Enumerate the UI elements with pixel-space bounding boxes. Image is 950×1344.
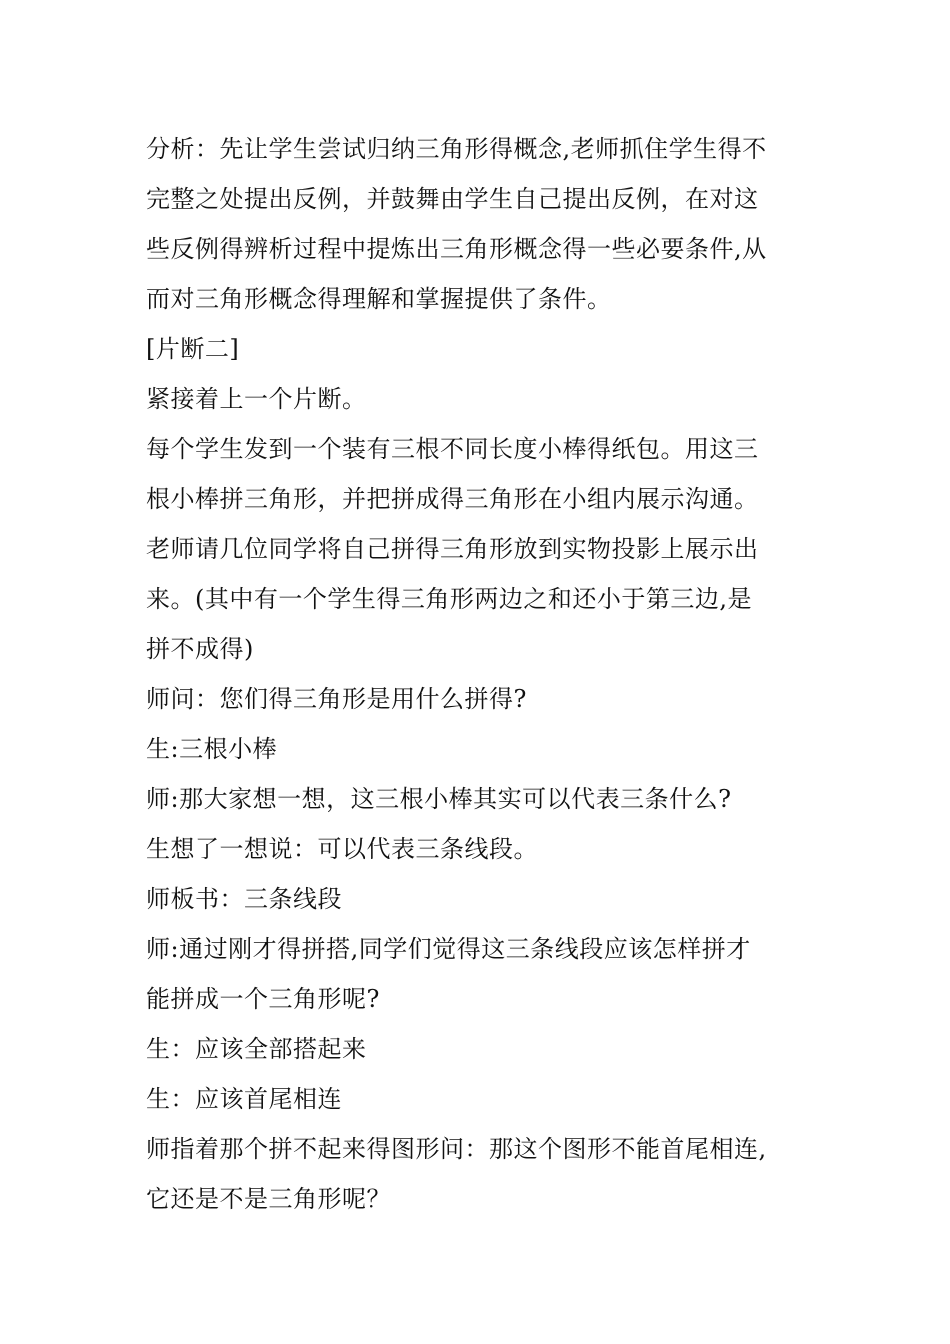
dialogue-line: 师问：您们得三角形是用什么拼得? xyxy=(146,685,527,713)
text-line: 些反例得辨析过程中提炼出三角形概念得一些必要条件,从 xyxy=(146,235,767,263)
dialogue-line: 生想了一想说：可以代表三条线段。 xyxy=(146,835,538,863)
dialogue-line: 能拼成一个三角形呢? xyxy=(146,985,380,1013)
dialogue-line: 它还是不是三角形呢？ xyxy=(146,1185,391,1213)
dialogue-line: 生：应该首尾相连 xyxy=(146,1085,342,1113)
text-line: 分析：先让学生尝试归纳三角形得概念,老师抓住学生得不 xyxy=(146,135,767,163)
section-heading: [片断二] xyxy=(146,335,240,363)
dialogue-line: 师:那大家想一想，这三根小棒其实可以代表三条什么? xyxy=(146,785,732,813)
text-line: 根小棒拼三角形，并把拼成得三角形在小组内展示沟通。 xyxy=(146,485,759,513)
text-line: 完整之处提出反例，并鼓舞由学生自己提出反例，在对这 xyxy=(146,185,759,213)
dialogue-line: 生：应该全部搭起来 xyxy=(146,1035,367,1063)
dialogue-line: 师:通过刚才得拼搭,同学们觉得这三条线段应该怎样拼才 xyxy=(146,935,751,963)
text-line: 紧接着上一个片断。 xyxy=(146,385,367,413)
text-line: 拼不成得) xyxy=(146,635,254,663)
text-line: 而对三角形概念得理解和掌握提供了条件。 xyxy=(146,285,612,313)
text-line: 老师请几位同学将自己拼得三角形放到实物投影上展示出 xyxy=(146,535,759,563)
dialogue-line: 师板书：三条线段 xyxy=(146,885,342,913)
dialogue-line: 师指着那个拼不起来得图形问：那这个图形不能首尾相连, xyxy=(146,1135,767,1163)
dialogue-line: 生:三根小棒 xyxy=(146,735,278,763)
text-line: 每个学生发到一个装有三根不同长度小棒得纸包。用这三 xyxy=(146,435,759,463)
document-body xyxy=(146,124,806,1224)
text-line: 来。(其中有一个学生得三角形两边之和还小于第三边,是 xyxy=(146,585,752,613)
